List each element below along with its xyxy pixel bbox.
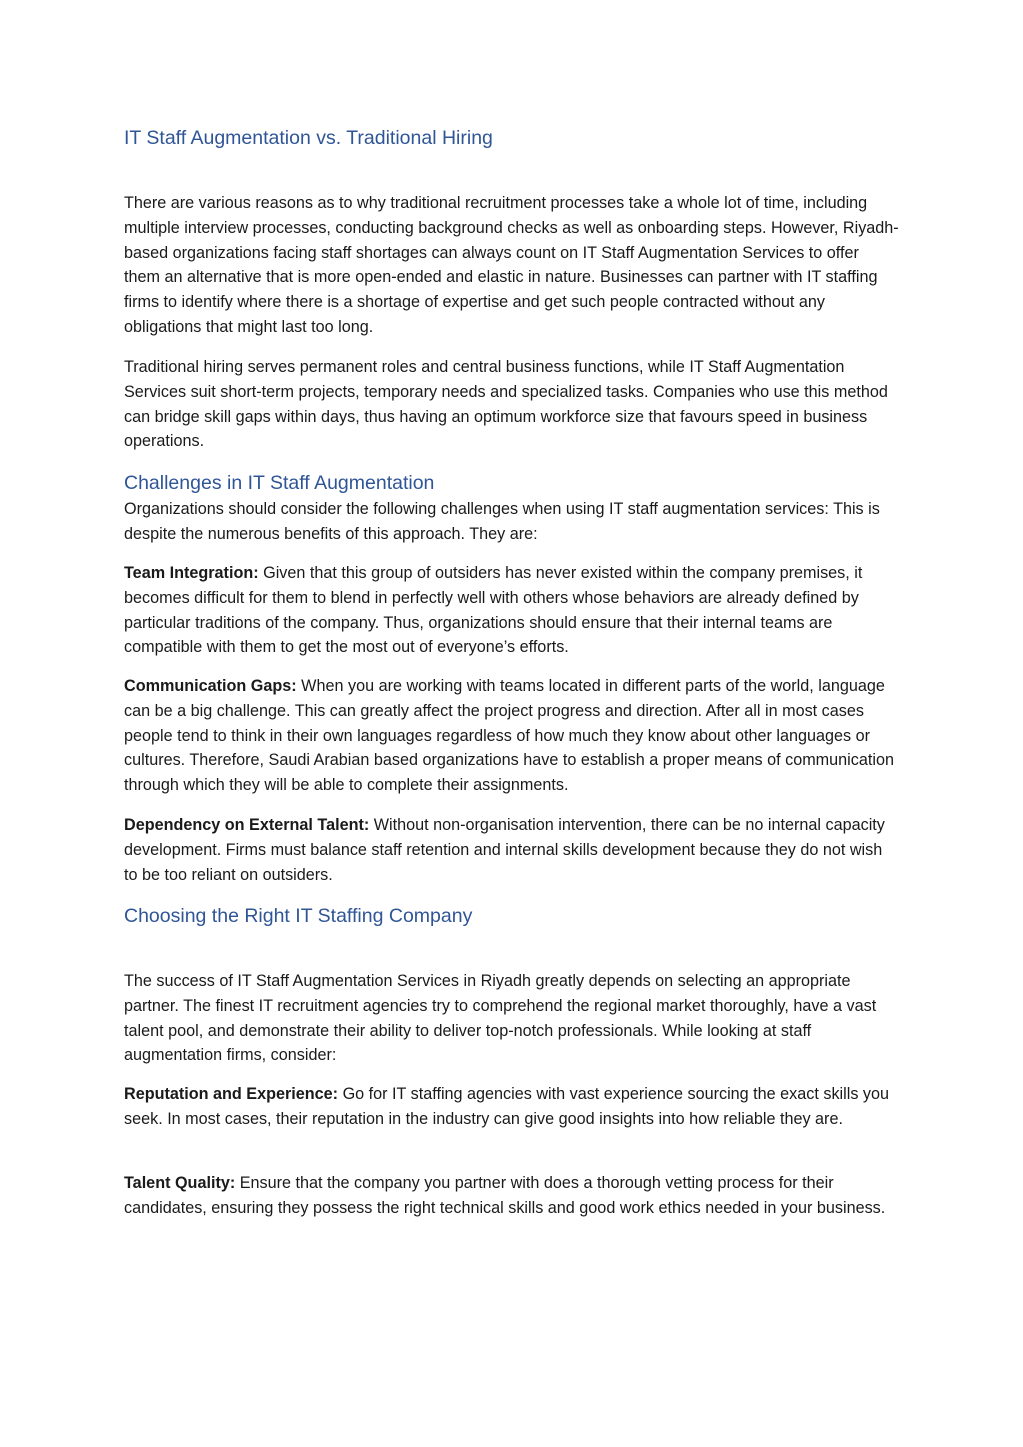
term-team-integration: Team Integration: [124, 564, 259, 582]
paragraph-traditional-hiring-roles: Traditional hiring serves permanent roles and central business functions, while IT Staff Augmentation Services suit short-term projects, temporary needs and specialized tasks. Companies who use this method can bridge skill gaps within days, thus having an optimum workforce size that favours speed in business operations. [124, 358, 888, 451]
term-communication-gaps: Communication Gaps: [124, 677, 297, 695]
text-reputation-experience: Go for IT staffing agencies with vast experience sourcing the exact skills you seek. In most cases, their reputation in the industry can give good insights into how reliable they are. [124, 1085, 890, 1128]
text-talent-quality: Ensure that the company you partner with does a thorough vetting process for their candidates, ensuring they possess the right technical skills and good work ethics needed in your business. [124, 1174, 886, 1217]
paragraph-traditional-recruitment: There are various reasons as to why traditional recruitment processes take a whole lot of time, including multiple interview processes, conducting background checks as well as onboarding steps. However, Riyadh-based organizations facing staff shortages can always count on IT Staff Augmentation Services to offer them an alternative that is more open-ended and elastic in nature. Businesses can partner with IT staffing firms to identify where there is a shortage of expertise and get such people contracted without any obligations that might last too long. [124, 194, 899, 336]
section-heading-challenges: Challenges in IT Staff Augmentation [124, 472, 435, 494]
text-team-integration: Given that this group of outsiders has never existed within the company premises, it becomes difficult for them to blend in perfectly well with others whose behaviors are already defined by particular traditions of the company. Thus, organizations should ensure that their internal teams are compatible with them to get the most out of everyone’s efforts. [124, 564, 863, 657]
paragraph-talent-quality [124, 1171, 899, 1221]
paragraph-challenges-intro: Organizations should consider the following challenges when using IT staff augmentation services: This is despite the numerous benefits of this approach. They are: [124, 500, 880, 543]
section-heading-staff-augmentation-vs-traditional: IT Staff Augmentation vs. Traditional Hiring [124, 127, 493, 149]
paragraph-dependency-external-talent [124, 813, 899, 887]
paragraph-team-integration [124, 561, 899, 660]
paragraph-reputation-experience [124, 1082, 899, 1132]
term-reputation-experience: Reputation and Experience: [124, 1085, 339, 1103]
text-dependency-external-talent: Without non-organisation intervention, there can be no internal capacity development. Firms must balance staff retention and internal skills development because they do not wish to be too reliant on outsiders. [124, 816, 885, 884]
section-heading-choosing-staffing-company: Choosing the Right IT Staffing Company [124, 905, 473, 927]
paragraph-communication-gaps [124, 674, 899, 798]
paragraph-success-of-augmentation: The success of IT Staff Augmentation Services in Riyadh greatly depends on selecting an appropriate partner. The finest IT recruitment agencies try to comprehend the regional market thoroughly, have a vast talent pool, and demonstrate their ability to deliver top-notch professionals. While looking at staff augmentation firms, consider: [124, 972, 877, 1065]
term-dependency-external-talent: Dependency on External Talent: [124, 816, 370, 834]
text-communication-gaps: When you are working with teams located in different parts of the world, language can be a big challenge. This can greatly affect the project progress and direction. After all in most cases people tend to think in their own languages regardless of how much they know about other languages or cultures. Therefore, Saudi Arabian based organizations have to establish a proper means of communication through which they will be able to complete their assignments. [124, 677, 894, 795]
term-talent-quality: Talent Quality: [124, 1174, 236, 1192]
